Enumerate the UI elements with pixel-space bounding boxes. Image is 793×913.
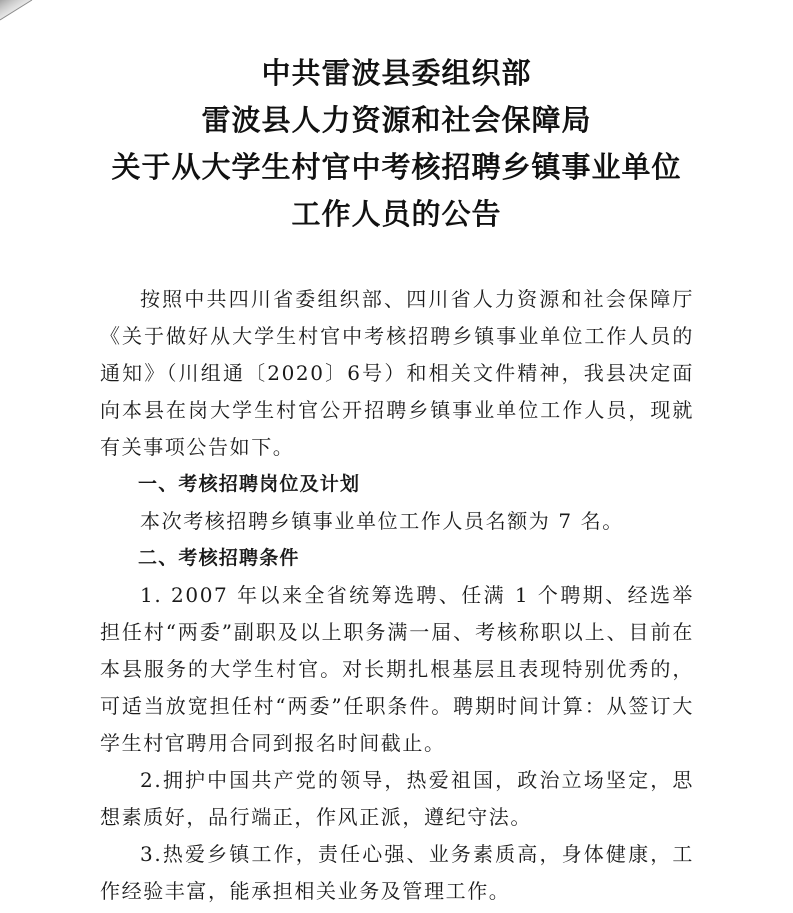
condition-item-1: 1. 2007 年以来全省统筹选聘、任满 1 个聘期、经选举担任村“两委”副职及以上职务满一届、考核称职以上、目前在本县服务的大学生村官。对长期扎根基层且表现特别优秀的，可适当放宽担任村“两委”任职条件。聘期时间计算：从签订大学生村官聘用合同到报名时间截止。 — [100, 583, 694, 755]
title-line-1: 中共雷波县委组织部 — [261, 56, 532, 90]
section-1-heading: 一、考核招聘岗位及计划 — [138, 473, 361, 495]
section-1-text: 本次考核招聘乡镇事业单位工作人员名额为 7 名。 — [140, 509, 624, 533]
section-2-heading: 二、考核招聘条件 — [138, 547, 300, 569]
condition-item-2: 2.拥护中国共产党的领导，热爱祖国，政治立场坚定，思想素质好，品行端正，作风正派，遵纪守法。 — [100, 768, 694, 829]
document-body — [100, 281, 694, 910]
title-line-4: 工作人员的公告 — [291, 197, 502, 231]
title-line-3: 关于从大学生村官中考核招聘乡镇事业单位 — [111, 150, 682, 184]
title-line-2: 雷波县人力资源和社会保障局 — [201, 103, 592, 137]
condition-item-3: 3.热爱乡镇工作，责任心强、业务素质高，身体健康，工作经验丰富，能承担相关业务及管理工作。 — [100, 842, 694, 903]
intro-paragraph: 按照中共四川省委组织部、四川省人力资源和社会保障厅《关于做好从大学生村官中考核招聘乡镇事业单位工作人员的通知》（川组通〔2020〕6号）和相关文件精神，我县决定面向本县在岗大学生村官公开招聘乡镇事业单位工作人员，现就有关事项公告如下。 — [100, 287, 694, 459]
document-title — [0, 50, 793, 238]
